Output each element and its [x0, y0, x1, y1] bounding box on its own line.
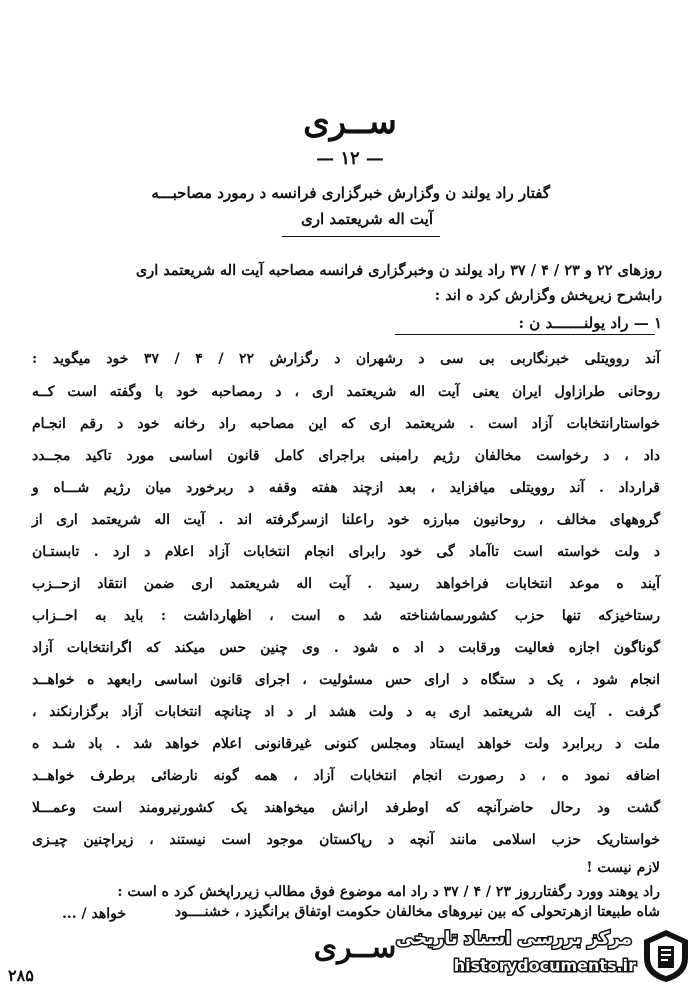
- subtitle-underline: [282, 236, 440, 237]
- body-line: آیند ه موعد انتخابات فراخواهد رسید . آیت اله شریعتمد اری ضمن انتقاد ازحــزب: [32, 576, 660, 592]
- body-line: ملت د ربرابرد ولت خواهد ایستاد ومجلس کنونی غیرقانونی اعلام خواهد شد . باد شـد ه: [32, 736, 660, 752]
- body-line: روحانی طرازاول ایران یعنی آیت اله شریعتمد اری ، د رمصاحبه خود با وگفته است کــه: [32, 384, 660, 400]
- intro-line-2: رابشرح زیرپخش وگزارش کرد ه اند :: [434, 287, 662, 304]
- document-subtitle: آیت اله شریعتمد اری: [301, 210, 433, 228]
- continued-marker: خواهد / ...: [62, 906, 126, 922]
- body-line: داد ، د رخواست مخالفان رژیم رامبنی براجرای کامل قانون اساسی مورد تاکید مجــدد: [32, 448, 660, 464]
- document-title: گفتار راد یولند ن وگزارش خبرگزاری فرانسه د رمورد مصاحبـــه: [151, 184, 550, 202]
- classification-stamp-top: ســری: [303, 102, 397, 142]
- page-number: ۲۸۵: [8, 966, 34, 985]
- classification-stamp-bottom: ســری: [313, 930, 397, 965]
- document-number: — ۱۲ —: [316, 148, 384, 169]
- intro-line-1: روزهای ۲۲ و ۲۳ / ۴ / ۳۷ راد یولند ن وخبرگزاری فرانسه مصاحبه آیت اله شریعتمد اری: [135, 262, 662, 279]
- body-line: قرارداد . آند روویتلی میافزاید ، بعد ازچند هفته وقفه د ربرخورد میان رژیم شـــاه و: [32, 480, 660, 496]
- body-line: آند روویتلی خبرنگاربی بی سی د رشهران د رگزارش ۲۲ / ۴ / ۳۷ خود میگوید :: [32, 351, 660, 367]
- body-line: انجام شود ، یک د ستگاه د ارای حس مسئولیت ، اجرای قانون اساسی رابعهد ه خواهــد: [32, 672, 660, 688]
- body-line: رستاخیزکه تنها حزب کشورسماشناخته شد ه است ، اظهارداشت : باید به احــزاب: [32, 608, 660, 624]
- body-line: خواستارانتخابات آزاد است . شریعتمد اری که این مصاحبه راد رخانه خود د رقم انجـام: [32, 416, 660, 432]
- watermark-url: historydocuments.ir: [453, 956, 636, 975]
- section-heading-radio-london: ۱ — راد یولنـــــــد ن :: [518, 314, 662, 332]
- body-line: د ولت خواسته است تاآماد گی خود رابرای انجام انتخابات آزاد اعلام د ارد . تابستـان: [32, 544, 660, 560]
- body-line: خواستاریک حزب اسلامی مانند آنچه د رپاکستان موجود است نیستند ، زیراچنین چیـزی: [32, 832, 660, 848]
- body-line: گشت ود رحال حاضرآنچه که اوطرفد ارانش میخواهند یک کشورنیرومند است وعمـــلا: [32, 800, 660, 816]
- body-line: گوناگون اجازه فعالیت ورقابت د اد ه شود . وی چنین حس میکند که اگرانتخابات آزاد: [32, 640, 660, 656]
- section-underline: [395, 334, 655, 335]
- body-line: گرفت . آیت اله شریعتمد اری به د ولت هشد ار د اد چنانچه انتخابات آزاد برگزارنکند ،: [32, 704, 660, 720]
- body-line: لازم نیست !: [586, 860, 660, 876]
- body-line: اضافه نمود ه ، د رصورت انجام انتخابات آزاد ، همه گونه نارضائی برطرف خواهــد: [32, 768, 660, 784]
- archive-logo-icon: [640, 928, 692, 984]
- body-line: راد یوهند وورد رگفتارروز ۲۳ / ۴ / ۳۷ د راد امه موضوع فوق مطالب زیرراپخش کرد ه است :: [117, 884, 660, 900]
- body-line: گروههای مخالف ، روحانیون مبارزه خود راعلنا ازسرگرفته اند . آیت اله شریعتمد اری از: [32, 512, 660, 528]
- body-line: شاه طبیعتا ازهرتحولی که بین نیروهای مخالفان حکومت اوتفاق برانگیزد ، خشنــــود: [174, 904, 660, 920]
- watermark-title: مرکز بررسی اسناد تاریخی: [395, 928, 632, 949]
